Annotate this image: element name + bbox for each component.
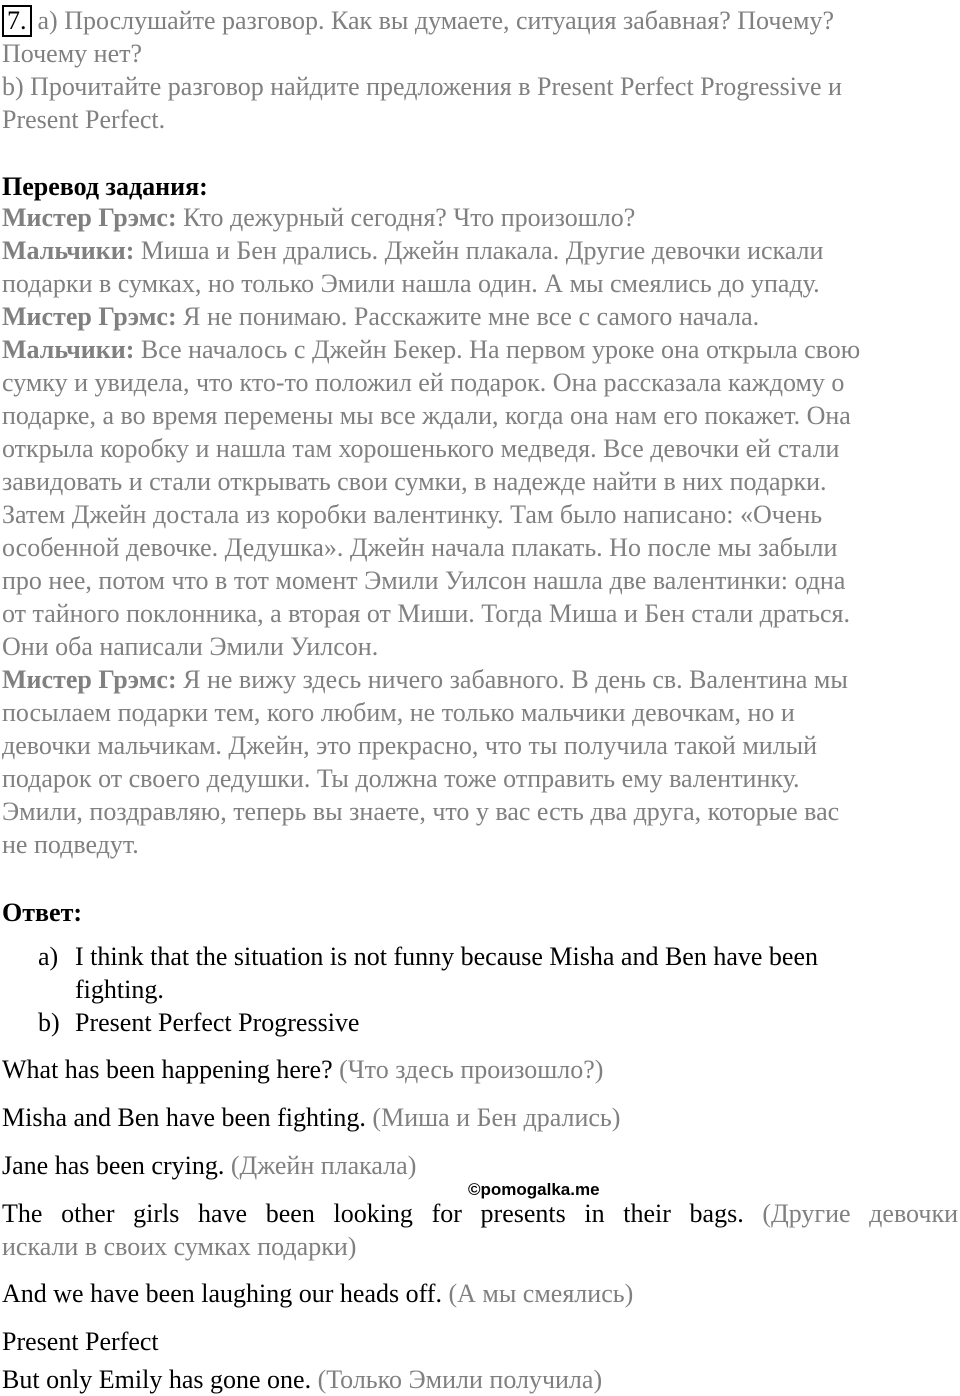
task-line-b2: Present Perfect.	[2, 105, 166, 134]
translation-line	[2, 762, 800, 795]
list-marker-b: b)	[38, 1008, 60, 1037]
translation-line	[2, 267, 820, 300]
translation-text: Затем Джейн достала из коробки валентинку. Там было написано: «Очень	[2, 500, 823, 529]
sentence-2-en: Misha and Ben have been fighting.	[2, 1103, 366, 1132]
sentence-6-en: But only Emily has gone one.	[2, 1365, 312, 1394]
translation-text: подарки в сумках, но только Эмили нашла один. А мы смеялись до упаду.	[2, 269, 820, 298]
translation-text: подарке, а во время перемены мы все ждали, когда она нам его покажет. Она	[2, 401, 851, 430]
translation-text: Миша и Бен дрались. Джейн плакала. Другие девочки искали	[134, 236, 824, 265]
sentence-1-en: What has been happening here?	[2, 1055, 333, 1084]
answer-item-b	[2, 1006, 359, 1039]
sentence-3-en: Jane has been crying.	[2, 1151, 225, 1180]
answer-item-a-cont	[2, 973, 164, 1006]
sentence-4-ru-line2: искали в своих сумках подарки)	[2, 1232, 357, 1261]
sentence-6	[2, 1363, 602, 1396]
translation-line	[2, 432, 839, 465]
sentence-3-ru: (Джейн плакала)	[224, 1151, 417, 1180]
translation-text: Кто дежурный сегодня? Что произошло?	[176, 203, 636, 232]
sentence-6-ru: (Только Эмили получила)	[311, 1365, 603, 1394]
answer-item-a-line1: I think that the situation is not funny because Misha and Ben have been	[75, 942, 818, 971]
translation-line	[2, 630, 378, 663]
sentence-4-ru: (Другие девочки	[743, 1199, 958, 1228]
sentence-1-ru: (Что здесь произошло?)	[332, 1055, 604, 1084]
task-line-a2: Почему нет?	[2, 39, 143, 68]
translation-text: девочки мальчикам. Джейн, это прекрасно, что ты получила такой милый	[2, 731, 818, 760]
translation-text: Я не понимаю. Расскажите мне все с самого начала.	[176, 302, 760, 331]
translation-text: про нее, потом что в тот момент Эмили Уилсон нашла две валентинки: одна	[2, 566, 846, 595]
translation-text: завидовать и стали открывать свои сумки, в надежде найти в них подарки.	[2, 467, 827, 496]
sentence-4-en: The other girls have been looking for presents in their bags.	[2, 1199, 744, 1228]
sentence-2	[2, 1101, 620, 1134]
translation-line	[2, 366, 844, 399]
sentence-5-ru: (А мы смеялись)	[441, 1279, 634, 1308]
answer-heading: Ответ:	[2, 898, 83, 927]
present-perfect-heading: Present Perfect	[2, 1327, 159, 1356]
translation-line	[2, 795, 839, 828]
answer-item-a	[2, 940, 818, 973]
translation-line	[2, 597, 850, 630]
translation-line	[2, 531, 837, 564]
speaker-label: Мистер Грэмс:	[2, 665, 177, 694]
speaker-label: Мистер Грэмс:	[2, 203, 177, 232]
translation-text: особенной девочке. Дедушка». Джейн начала плакать. Но после мы забыли	[2, 533, 838, 562]
translation-line	[2, 465, 827, 498]
answer-item-a-line2: fighting.	[75, 975, 164, 1004]
speaker-label: Мистер Грэмс:	[2, 302, 177, 331]
translation-text: подарок от своего дедушки. Ты должна тоже отправить ему валентинку.	[2, 764, 800, 793]
translation-line	[2, 201, 635, 234]
watermark: ©pomogalka.me	[468, 1180, 600, 1199]
translation-text: от тайного поклонника, а вторая от Миши. Тогда Миша и Бен стали драться.	[2, 599, 850, 628]
list-marker-a: a)	[38, 942, 59, 971]
translation-line	[2, 234, 823, 267]
translation-text: посылаем подарки тем, кого любим, не только мальчики девочкам, но и	[2, 698, 795, 727]
translation-line	[2, 663, 848, 696]
translation-heading: Перевод задания:	[2, 172, 208, 201]
translation-line	[2, 729, 817, 762]
translation-line	[2, 498, 822, 531]
task-number: 7.	[2, 5, 32, 37]
translation-text: Все началось с Джейн Бекер. На первом уроке она открыла свою	[134, 335, 861, 364]
sentence-4	[2, 1197, 958, 1230]
translation-text: сумку и увидела, что кто-то положил ей подарок. Она рассказала каждому о	[2, 368, 845, 397]
translation-line	[2, 696, 795, 729]
task-line-b1: b) Прочитайте разговор найдите предложения в Present Perfect Progressive и	[2, 72, 842, 101]
sentence-2-ru: (Миша и Бен дрались)	[365, 1103, 621, 1132]
answer-item-b-line1: Present Perfect Progressive	[75, 1008, 360, 1037]
task-line-a1	[2, 4, 834, 37]
sentence-5	[2, 1277, 633, 1310]
sentence-5-en: And we have been laughing our heads off.	[2, 1279, 442, 1308]
task-a-text: a) Прослушайте разговор. Как вы думаете, ситуация забавная? Почему?	[37, 6, 834, 35]
sentence-1	[2, 1053, 603, 1086]
translation-text: Я не вижу здесь ничего забавного. В день св. Валентина мы	[176, 665, 848, 694]
translation-line	[2, 564, 845, 597]
sentence-3	[2, 1149, 416, 1182]
translation-line	[2, 399, 851, 432]
translation-text: Они оба написали Эмили Уилсон.	[2, 632, 379, 661]
translation-text: открыла коробку и нашла там хорошенького медведя. Все девочки ей стали	[2, 434, 840, 463]
translation-line	[2, 333, 860, 366]
translation-text: Эмили, поздравляю, теперь вы знаете, что у вас есть два друга, которые вас	[2, 797, 840, 826]
translation-text: не подведут.	[2, 830, 139, 859]
translation-line	[2, 828, 139, 861]
speaker-label: Мальчики:	[2, 335, 135, 364]
speaker-label: Мальчики:	[2, 236, 135, 265]
translation-line	[2, 300, 759, 333]
